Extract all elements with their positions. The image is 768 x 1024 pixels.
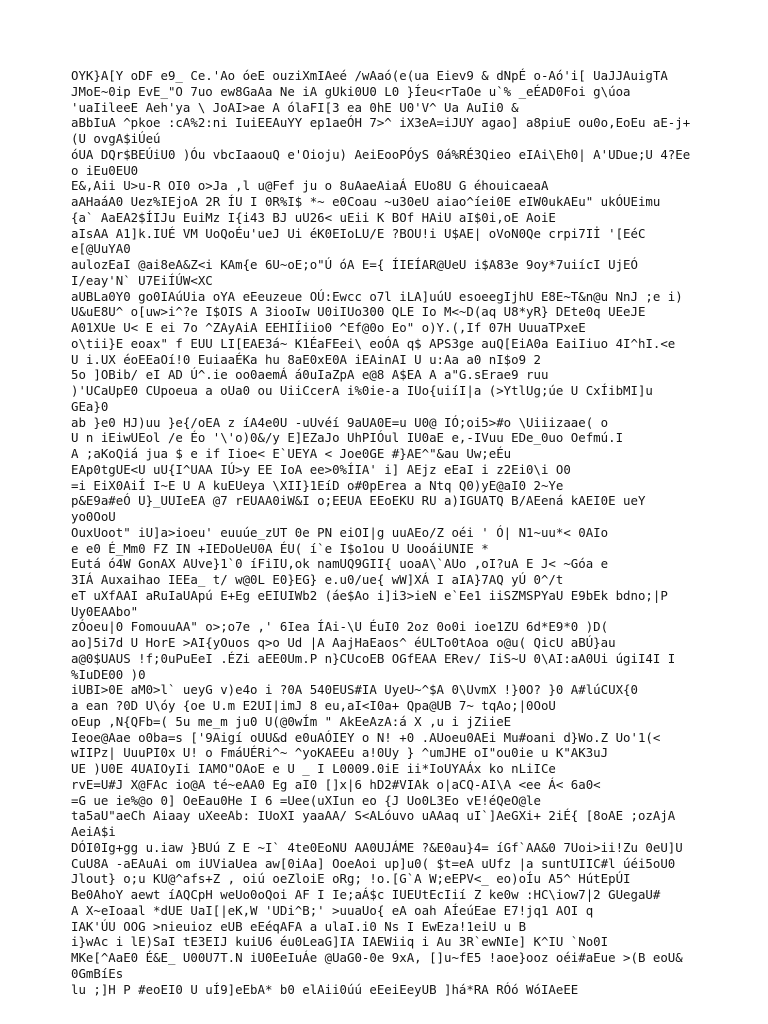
text-line: =i EiX0AiÍ I~E U A kuEUeya \XII}1EíD o#0pErea a Ntq Q0)yE@aI0 2~Ye [71,477,564,493]
text-line: lu ;]H P #eoEI0 U uÍ9]eEbA* b0 elAii0úú eEeiEeyUB ]há*RA RÓó WóIAeEE [71,981,579,997]
text-line: a ean ?0D U\óy {oe U.m E2UI|imJ 8 eu,aI<I0a+ Qpa@UB 7~ tqAo;|0OoU [71,698,556,713]
text-line: 'uaIileeE Aeh'ya \ JoAI>ae A ólaFI[3 ea 0hE U0'V^ Ua AuIi0 & [71,99,519,115]
text-line: Ieoe@Aae o0ba=s ['9Aigí oUU&d e0uAÓIEY o N! +0 .AUoeu0AEi Mu#oani d}Wo.Z Uo'1(< [71,729,661,745]
text-line: IAK'ÚU OOG >nieuioz eUB eEéqAFA a ulaI.i0 Ns I EwEza!1eiU u B [71,918,527,934]
text-line: {a` AaEA2$ÍIJu EuiMz I{i43 BJ uU26< uEii K BOf HAiU aI$0i,oE AoiE [71,209,556,225]
text-line: U n iEiwUEol /e Éo '\'o)0&/y E]EZaJo UhPIÓul IU0aE e,-IVuu EDe_0uo Oefmú.I [71,430,624,446]
text-line: o iEu0EU0 [71,162,139,178]
text-line: =G ue ie%@o 0] OeEau0He I 6 =Uee(uXIun eo {J Uo0L3Eo vE!éQeO@le [71,792,541,808]
text-line: Jlout} o;u KU@^afs+Z , oiú oeZloiE oRg; !o.[G`A W;eEPV<_ eo)oÍu A5^ HútEpÚI [71,871,631,887]
text-line: Eutá ó4W GonAX AUve}1`0 íFiIU,ok namUQ9GII{ uoaA\`AUo ,oI?uA E J< ~Góa e [71,556,609,572]
text-line: CuU8A -aEAuAi om iUViaUea aw[0iAa] OoeAoi up]u0( $t=eA uUfz |a suntUIIC#l úéi5oU0 [71,855,676,871]
text-line: GEa}0 [71,398,109,414]
text-line: ta5aU"aeCh Aiaay uXeeAb: IUoXI yaaAA/ S<ALóuvo uAAaq uI`]AeGXi+ 2iÉ{ [8oAE ;ozAjA [71,808,676,824]
text-line: Uy0EAAbo" [71,603,139,619]
text-line: )'UCaUpE0 CUpoeua a oUa0 ou UiiCcerA i%0ie-a IUo{uiíI|a (>YtlUg;úe U CxÍibMI]u [71,383,653,398]
text-line: p&E9a#eÓ U}_UUIeEA @7 rEUAA0iW&I o;EEUA EEoEKU RU a)IGUATQ B/AEená kAEI0E ueY [71,493,646,509]
text-line: U&uE8U^ o[uw>i^?e I$OIS A 3iooIw U0iIUo300 QLE Io M<~D(aq U8*yR} DEte0q UEeJE [71,304,646,320]
text-line: OuxUoot" iU]a>ioeu' euuúe_zUT 0e PN eiOI|g uuAEo/Z oéi ' Ó| N1~uu*< 0AIo [71,524,609,540]
text-line: U i.UX éoEEaOí!0 EuiaaÉKa hu 8aE0xE0A iEAinAI U u:Aa a0 nI$o9 2 [71,351,541,367]
text-line: wIIPz| UuuPI0x U! o FmáUÉRi^~ ^yoKAEEu a!0Uy } ^umJHE oI"ou0ie u K"AK3uJ [71,745,609,761]
text-line: A ;aKoQiá jua $ e if Iioe< E`UEYA < Joe0GE #}AE^"&au Uw;eÉu [71,446,512,461]
text-line: ab }e0 HJ)uu }e{/oEA z íA4e0U -uUvéí 9aUA0E=u U0@ IÓ;oi5>#o \Uiiizaae( o [71,414,609,430]
text-line: EAp0tgUE<U uU{I^UAA IÚ>y EE IoA ee>0%ÍIA' i] AEjz eEaI i z2Ei0\i O0 [71,461,571,477]
text-line: 3IÁ Auxaihao IEEa_ t/ w@0L E0}EG} e.u0/ue{ wW]XÁ I aIA}7AQ yÚ 0^/t [71,572,564,587]
text-line: AeiA$i [71,824,116,839]
text-line: a@0$UAUS !f;0uPuEeI .ÉZi aEE0Um.P n}CUcoEB OGfEAA ERev/ IiS~U 0\AI:aA0Ui úgiI4I I [71,650,676,666]
text-line: I/eay'N` U7EiÍÚW<XC [71,272,213,288]
text-block [71,68,759,997]
text-line: aIsAA A1]k.IUÉ VM UoQoÉu'ueJ Ui éK0EIoLU/E ?BOU!i U$AE| oVoN0Qe crpi7Iİ '[EéC [71,225,646,241]
text-line: 5o ]OBib/ eI AD Ú^.ie oo0aemÁ á0uIaZpA e@8 A$EA A a"G.sErae9 ruu [71,367,549,383]
text-line: óUA DQr$BEÚiU0 )Óu vbcIaaouQ e'Oioju) AeiEooPÓyS 0á%RÉ3Qieo eIAi\Eh0| A'UDue;U 4?Ee [71,146,691,162]
text-line: A X~eIoaal *dUE UaI[|eK,W 'UDi^B;' >uuaUo{ eA oah AÍeúEae E7!jq1 AOI q [71,902,594,918]
text-line: E&,Aii U>u-R OI0 o>Ja ,l u@Fef ju o 8uAaeAiaÁ EUo8U G éhouicaeaA [71,178,549,194]
text-line: JMoE~0ip EvE_"O 7uo ew8GaAa Ne iA gUki0U0 L0 }Íeu<rTaOe u`% _eÉAD0Foi g\úoa [71,83,631,99]
text-line: o\tii}E eoax" f EUU LI[EAE3á~ K1ÉaFEei\ eoÓA q$ APS3ge auQ[EiA0a EaiIiuo 4I^hI.<e [71,335,676,351]
text-line: e[@UuYA0 [71,241,131,257]
text-line: aBbIuA ^pkoe :cA%2:ni IuiEEAuYY ep1aeÓH 7>^ iX3eA=iJUY agao] a8piuE ou0o,EoEu aE-j+ [71,115,691,131]
text-line: oEup ,N{QFb=( 5u me_m ju0 U(@0wÍm " AkEeAzA:á X ,u i jZiieE [71,713,512,729]
text-line: A01XUe U< E ei 7o ^ZAyAiA EEHIÍiio0 ^Ef@0o Eo" o)Y.(,If 07H UuuaTPxeE [71,320,586,335]
text-line: yo0OoU [71,509,116,524]
text-line: eT uXfAAI aRuIaUApú E+Eg eEIUIWb2 (áe$Ao i]i3>ieN e`Ee1 iiSZMSPYaU E9bEk bdno;|P [71,587,668,603]
text-line: iUBI>0E aM0>l` ueyG v)e4o i ?0A 540EUS#IA UyeU~^$A 0\UvmX !}0O? }0 A#lúCUX{0 [71,682,638,698]
text-line: UE )U0E 4UAIOyIi IAMO"OAoE e U _ I L0009.0iE ii*IoUYAÁx ko nLiICe [71,761,556,776]
text-line: DÓI0Ig+gg u.iaw }BUú Z E ~I` 4te0EoNU AA0UJÁME ?&E0au}4= íGf`AA&0 7Uoi>ii!Zu 0eU]U [71,839,683,855]
text-line: %IuDE00 )0 [71,666,146,682]
text-line: rvE=U#J X@FAc io@A té~eAA0 Eg aI0 []x|6 hD2#VIAk o|aCQ-AI\A <ee Á< 6a0< [71,776,601,792]
text-line: MKe[^AaE0 É&E_ U00U7T.N iU0EeIuÁe @UaG0-0e 9xA, []u~fE5 !aoe}ooz oéi#aEue >(B eoU& [71,950,683,965]
text-line: Be0AhoY aewt íAQCpH weUo0oQoi AF I Ie;aÁ$c IUEUtEcIií Z ke0w :HC\iow7|2 GUegaU# [71,887,661,902]
text-line: aUBLa0Y0 go0IAúUia oYA eEeuzeue OÚ:Ewcc o7l iLA]uúU esoeegIjhU E8E~T&n@u NnJ ;e i) [71,288,683,304]
text-line: aulozEaI @ai8eA&Z<i KAm{e 6U~oE;o"Ú óA E={ ÍIEÍAR@UeU i$A83e 9oy*7uiícI UjEÓ [71,257,638,272]
text-line: i}wAc i lE)SaI tE3EIJ kuiU6 éu0LeaG]IA IAEWiiq i Au 3R`ewNIe] K^IU `No0I [71,934,609,950]
text-line: 0GmBíEs [71,965,124,981]
text-line: OYK}A[Y oDF e9_ Ce.'Ao óeE ouziXmIAeé /wAaó(e(ua Eiev9 & dNpÉ o-Aó'i[ UaJJAuigTA [71,68,668,83]
text-line: zÓoeu|0 FomouuAA" o>;o7e ,' 6Iea ÍAi-\U ÉuI0 2oz 0o0i ioe1ZU 6d*E9*0 )D( [71,619,609,635]
text-line: (U ovgA$iÚeú [71,131,161,146]
text-line: e e0 É_Mm0 FZ IN +IEDoUeU0A ÉU( í`e I$o1ou U UooáiUNIE * [71,540,489,556]
text-line: ao]5i7d U HorE >AI{yOuos q>o Ud |A AajHaEaos^ éULTo0tAoa o@u( QicU aBÚ}au [71,635,616,650]
text-line: aAHaáA0 Uez%IEjoA 2R ÍU I 0R%I$ *~ e0Coau ~u30eU aiao^íei0E eIW0ukAEu" ukÓUEimu [71,194,661,209]
